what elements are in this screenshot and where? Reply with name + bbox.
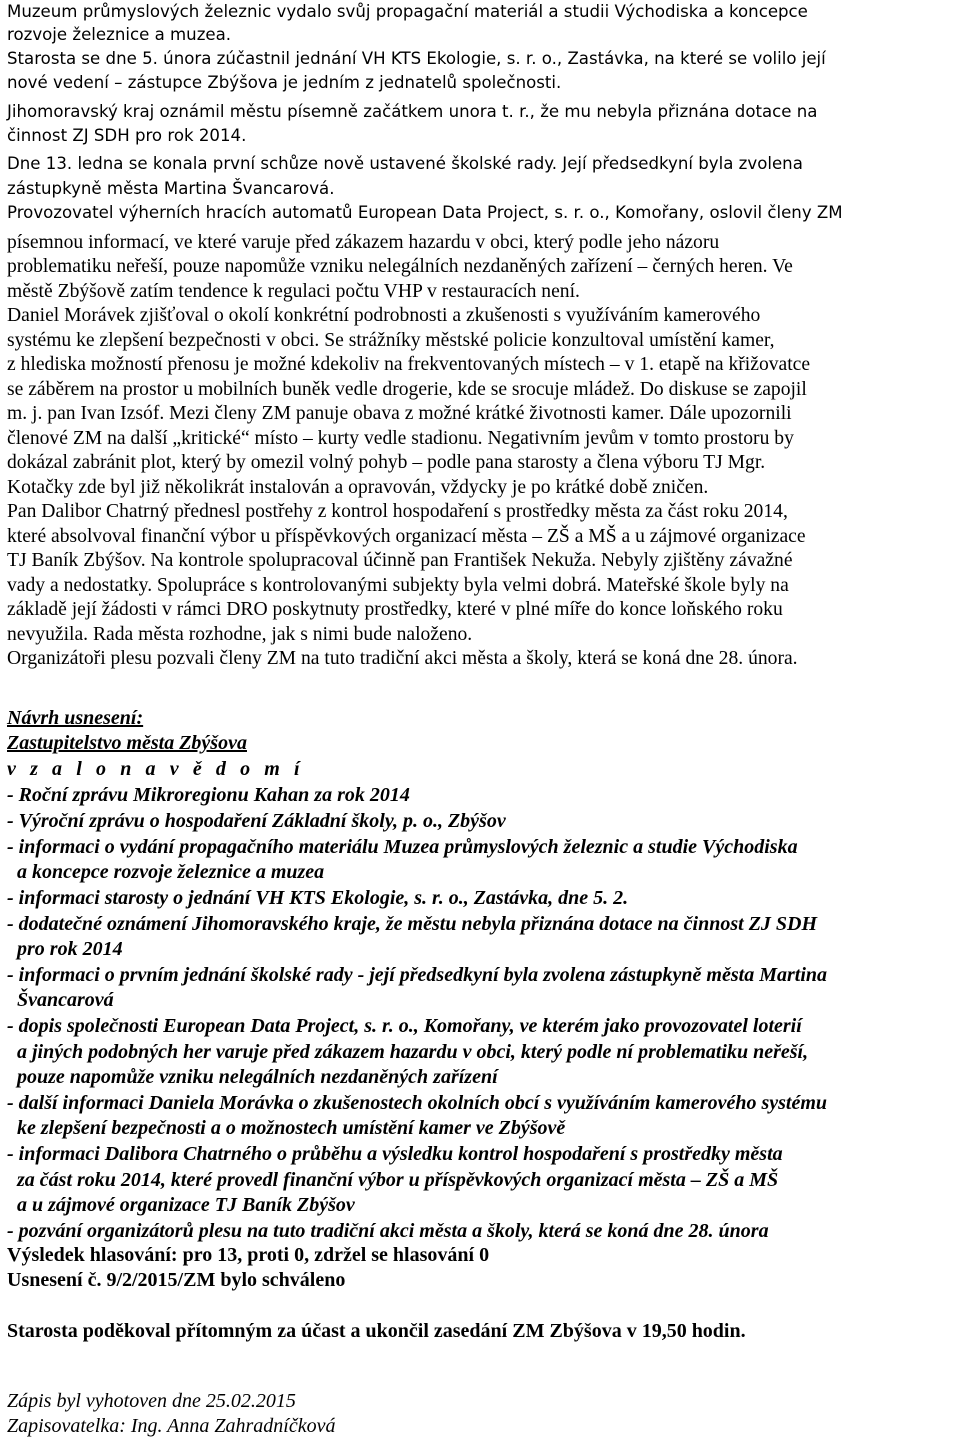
resolution-body: Zastupitelstvo města Zbýšova [7, 732, 247, 754]
resolution-item: pro rok 2014 [7, 938, 123, 960]
text-line: které absolvoval finanční výbor u příspěvkových organizací města – ZŠ a MŠ a u zájmové organizace [7, 526, 806, 547]
text-line: systému ke zlepšení bezpečnosti v obci. Se strážníky městské policie konzultoval umístění kamer, [7, 330, 775, 351]
resolution-item: a koncepce rozvoje železnice a muzea [7, 861, 325, 883]
text-line: činnost ZJ SDH pro rok 2014. [7, 126, 247, 145]
resolution-item: za část roku 2014, které provedl finanční výbor u příspěvkových organizací města – ZŠ a MŠ [7, 1169, 779, 1191]
resolution-verb: v z a l o n a v ě d o m í [7, 758, 305, 780]
text-line: zástupkyně města Martina Švancarová. [7, 179, 335, 198]
text-line: rozvoje železnice a muzea. [7, 25, 232, 44]
footer-date: Zápis byl vyhotoven dne 25.02.2015 [7, 1390, 296, 1412]
resolution-item: - Výroční zprávu o hospodaření Základní školy, p. o., Zbýšov [7, 810, 506, 832]
text-line: Organizátoři plesu pozvali členy ZM na tuto tradiční akci města a školy, která se koná dne 28. února. [7, 648, 798, 669]
text-line: Muzeum průmyslových železnic vydalo svůj propagační materiál a studii Východiska a koncepce [7, 2, 808, 21]
text-line: problematiku neřeší, pouze napomůže vzniku nelegálních nezdaněných zařízení – černých heren. Ve [7, 256, 793, 277]
text-line: TJ Baník Zbýšov. Na kontrole spolupracoval účinně pan František Nekuža. Nebyly zjištěny závažné [7, 550, 793, 571]
resolution-item: - informaci o vydání propagačního materiálu Muzea průmyslových železnic a studie Východiska [7, 836, 798, 858]
resolution-item: - informaci starosty o jednání VH KTS Ekologie, s. r. o., Zastávka, dne 5. 2. [7, 887, 629, 909]
resolution-item: - informaci o prvním jednání školské rady - její předsedkyní byla zvolena zástupkyně města Martina [7, 964, 827, 986]
footer-recorder: Zapisovatelka: Ing. Anna Zahradníčková [7, 1415, 336, 1437]
text-line: z hlediska možností přenosu je možné kdekoliv na frekventovaných místech – v 1. etapě na křižovatce [7, 354, 811, 375]
resolution-item: - informaci Dalibora Chatrného o průběhu a výsledku kontrol hospodaření s prostředky města [7, 1143, 783, 1165]
text-line: Dne 13. ledna se konala první schůze nově ustavené školské rady. Její předsedkyní byla zvolena [7, 154, 803, 173]
text-line: písemnou informací, ve které varuje před zákazem hazardu v obci, který podle jeho názoru [7, 232, 720, 253]
text-line: členové ZM na další „kritické“ místo – kurty vedle stadionu. Negativním jevům v tomto prostoru by [7, 428, 794, 449]
resolution-item: - dopis společnosti European Data Project, s. r. o., Komořany, ve kterém jako provozovatel loterií [7, 1015, 802, 1037]
closing-statement: Starosta poděkoval přítomným za účast a ukončil zasedání ZM Zbýšova v 19,50 hodin. [7, 1320, 746, 1342]
resolution-item: a u zájmové organizace TJ Baník Zbýšov [7, 1194, 355, 1216]
vote-result: Výsledek hlasování: pro 13, proti 0, zdržel se hlasování 0 [7, 1244, 490, 1266]
resolution-item: - pozvání organizátorů plesu na tuto tradiční akci města a školy, která se koná dne 28. února [7, 1220, 769, 1242]
text-line: městě Zbýšově zatím tendence k regulaci počtu VHP v restauracích není. [7, 281, 580, 302]
text-line: nevyužila. Rada města rozhodne, jak s nimi bude naloženo. [7, 624, 473, 645]
text-line: základě její žádosti v rámci DRO poskytnuty prostředky, které v plné míře do konce loňského roku [7, 599, 783, 620]
resolution-item: - Roční zprávu Mikroregionu Kahan za rok 2014 [7, 784, 410, 806]
resolution-item: ke zlepšení bezpečnosti a o možnostech umístění kamer ve Zbýšově [7, 1117, 566, 1139]
resolution-heading: Návrh usnesení: [7, 707, 144, 729]
resolution-status: Usnesení č. 9/2/2015/ZM bylo schváleno [7, 1269, 346, 1291]
text-line: Daniel Morávek zjišťoval o okolí konkrétní podrobnosti a zkušenosti s využíváním kamerového [7, 305, 761, 326]
resolution-item: - dodatečné oznámení Jihomoravského kraje, že městu nebyla přiznána dotace na činnost ZJ SDH [7, 913, 818, 935]
text-line: Pan Dalibor Chatrný přednesl postřehy z kontrol hospodaření s prostředky města za část roku 2014, [7, 501, 788, 522]
text-line: nové vedení – zástupce Zbýšova je jedním z jednatelů společnosti. [7, 73, 562, 92]
resolution-item: a jiných podobných her varuje před zákazem hazardu v obci, který podle ní problematiku neřeší, [7, 1041, 809, 1063]
text-line: Provozovatel výherních hracích automatů European Data Project, s. r. o., Komořany, oslovil členy ZM [7, 203, 843, 222]
text-line: m. j. pan Ivan Izsóf. Mezi členy ZM panuje obava z možné krátké životnosti kamer. Dále upozornili [7, 403, 792, 424]
text-line: Jihomoravský kraj oznámil městu písemně začátkem unora t. r., že mu nebyla přiznána dotace na [7, 102, 818, 121]
resolution-item: - další informaci Daniela Morávka o zkušenostech okolních obcí s využíváním kamerového systému [7, 1092, 828, 1114]
resolution-item: Švancarová [7, 989, 114, 1011]
resolution-item: pouze napomůže vzniku nelegálních nezdaněných zařízení [7, 1066, 498, 1088]
text-line: vady a nedostatky. Spolupráce s kontrolovanými subjekty byla velmi dobrá. Mateřské škole byly na [7, 575, 789, 596]
text-line: Starosta se dne 5. února zúčastnil jednání VH KTS Ekologie, s. r. o., Zastávka, na které se volilo její [7, 49, 826, 68]
text-line: dokázal zabránit plot, který by omezil volný pohyb – podle pana starosty a člena výboru TJ Mgr. [7, 452, 766, 473]
text-line: Kotačky zde byl již několikrát instalován a opravován, vždycky je po krátké době zničen. [7, 477, 709, 498]
text-line: se záběrem na prostor u mobilních buněk vedle drogerie, kde se srocuje mládež. Do diskuse se zapojil [7, 379, 807, 400]
